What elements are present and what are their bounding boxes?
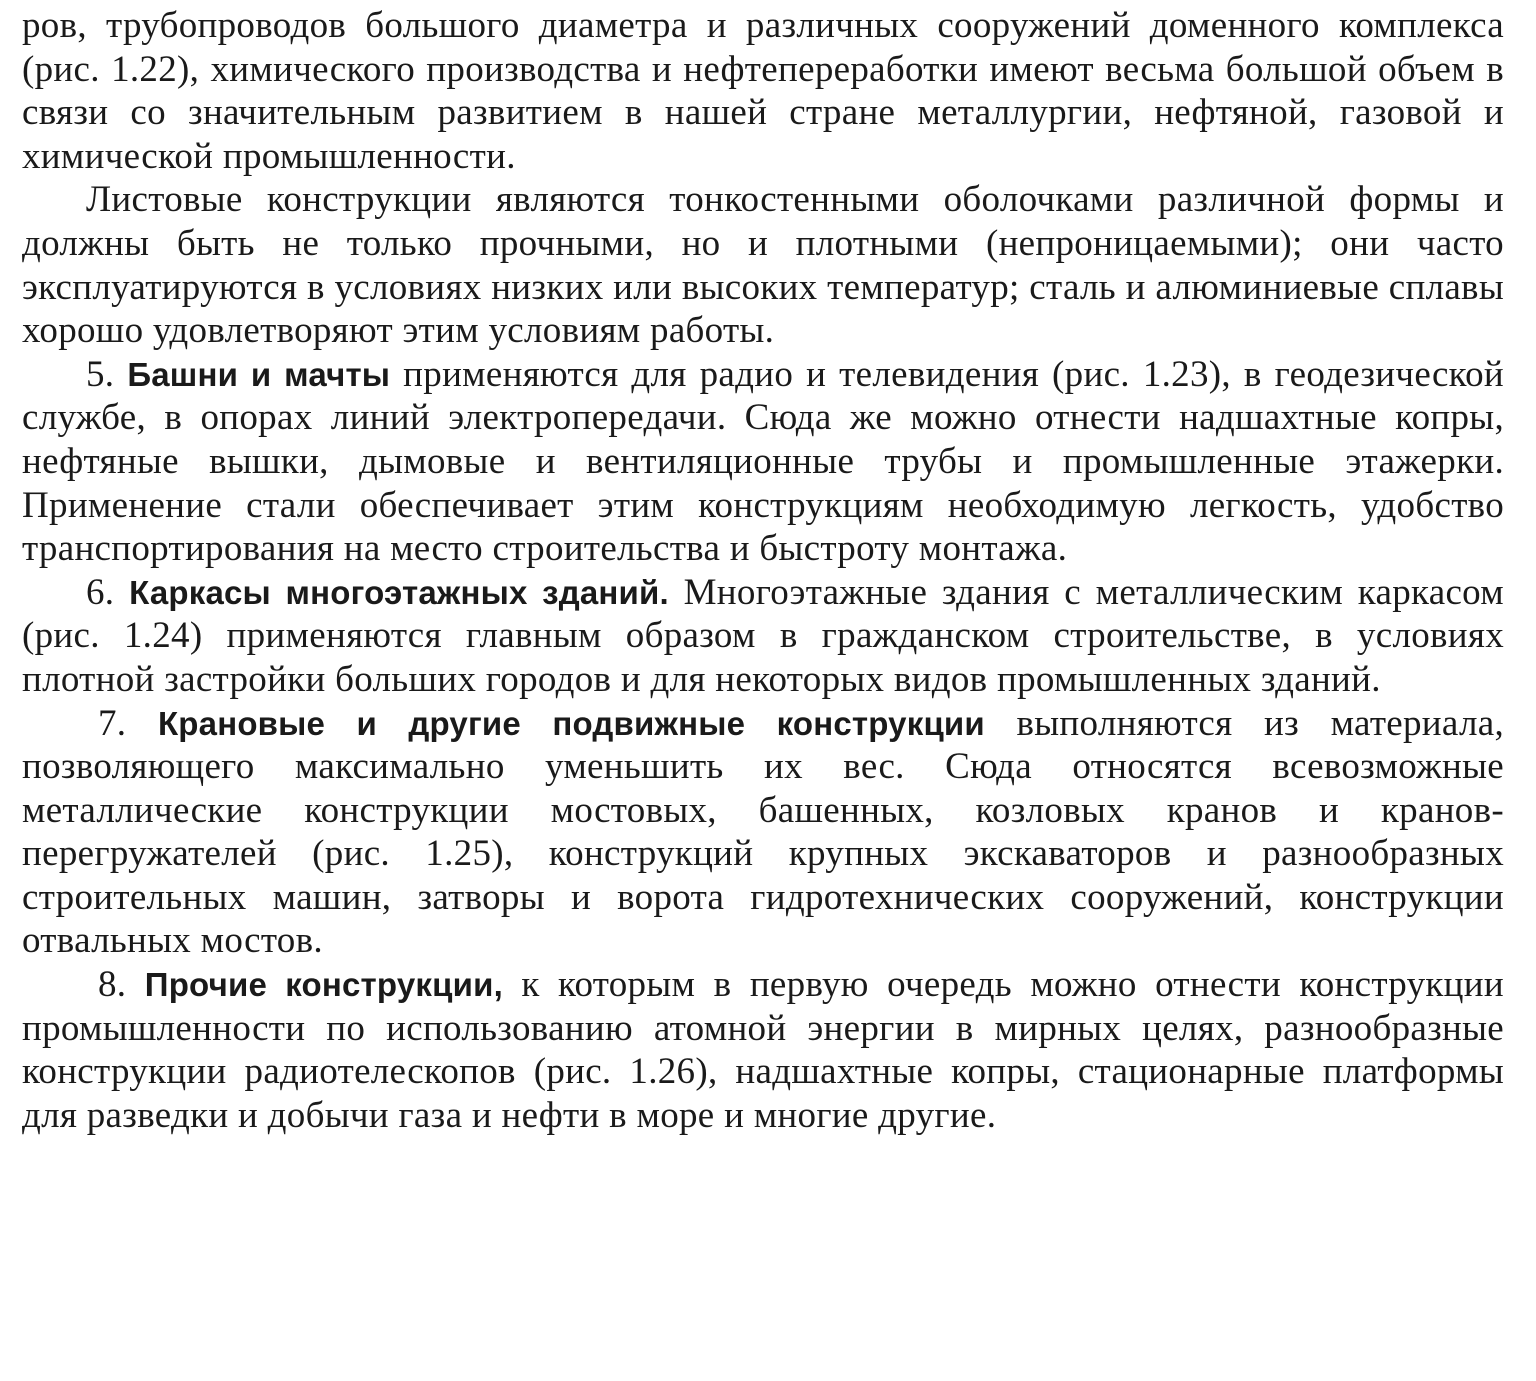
paragraph-text: Многоэтажные здания с металлическим каркасом (рис. 1.24) применяются главным образом в гражданском строительстве, в условиях плотной застройки больших городов и для некоторых видов промышленных зданий. xyxy=(22,571,1504,700)
paragraph-other-structures xyxy=(22,963,1504,1137)
paragraph-text: ров, трубопроводов большого диаметра и различных сооружений доменного комплекса (рис. 1.22), химического производства и нефтепереработки имеют весьма большой объем в связи со значительным развитием в нашей стране металлургии, нефтяной, газовой и химической промышленности. xyxy=(22,5,1504,177)
paragraph-towers-and-masts xyxy=(22,353,1504,571)
item-term: Башни и мачты xyxy=(127,355,391,393)
paragraph-text: Листовые конструкции являются тонкостенными оболочками различной формы и должны быть не только прочными, но и плотными (непроницаемыми); они часто эксплуатируются в условиях низких или высоких температур; сталь и алюминиевые сплавы хорошо удовлетворяют этим условиям работы. xyxy=(22,179,1504,352)
item-number: 8. xyxy=(98,964,127,1006)
paragraph-text: применяются для радио и телевидения (рис. 1.23), в геодезической службе, в опорах линий электропередачи. Сюда же можно отнести надшахтные копры, нефтяные вышки, дымовые и вентиляционные трубы и промышленные этажерки. Применение стали обеспечивает этим конструкциям необходимую легкость, удобство транспортирования на место строительства и быстроту монтажа. xyxy=(22,353,1504,570)
item-number: 7. xyxy=(98,702,127,744)
item-number: 6. xyxy=(86,571,115,613)
paragraph-sheet-structures xyxy=(22,178,1504,352)
book-page xyxy=(22,4,1504,1137)
item-term: Крановые и другие подвижные конструкции xyxy=(157,704,985,742)
paragraph-text: к которым в первую очередь можно отнести конструкции промышленности по использованию атомной энергии в мирных целях, разнообразные конструкции радиотелескопов (рис. 1.26), надшахтные копры, стационарные платформы для разведки и добычи газа и нефти в море и многие другие. xyxy=(22,964,1504,1136)
item-term: Каркасы многоэтажных зданий. xyxy=(129,573,669,611)
item-term: Прочие конструкции, xyxy=(144,966,503,1004)
paragraph-text: выполняются из материала, позволяющего максимально уменьшить их вес. Сюда относятся всевозможные металлические конструкции мостовых, башенных, козловых кранов и кранов-перегружателей (рис. 1.25), конструкций крупных экскаваторов и разнообразных строительных машин, затворы и ворота гидротехнических сооружений, конструкции отвальных мостов. xyxy=(22,702,1504,962)
paragraph-multistorey-frames xyxy=(22,571,1504,702)
paragraph-crane-structures xyxy=(22,702,1504,964)
item-number: 5. xyxy=(86,353,115,395)
paragraph-continuation xyxy=(22,4,1504,178)
